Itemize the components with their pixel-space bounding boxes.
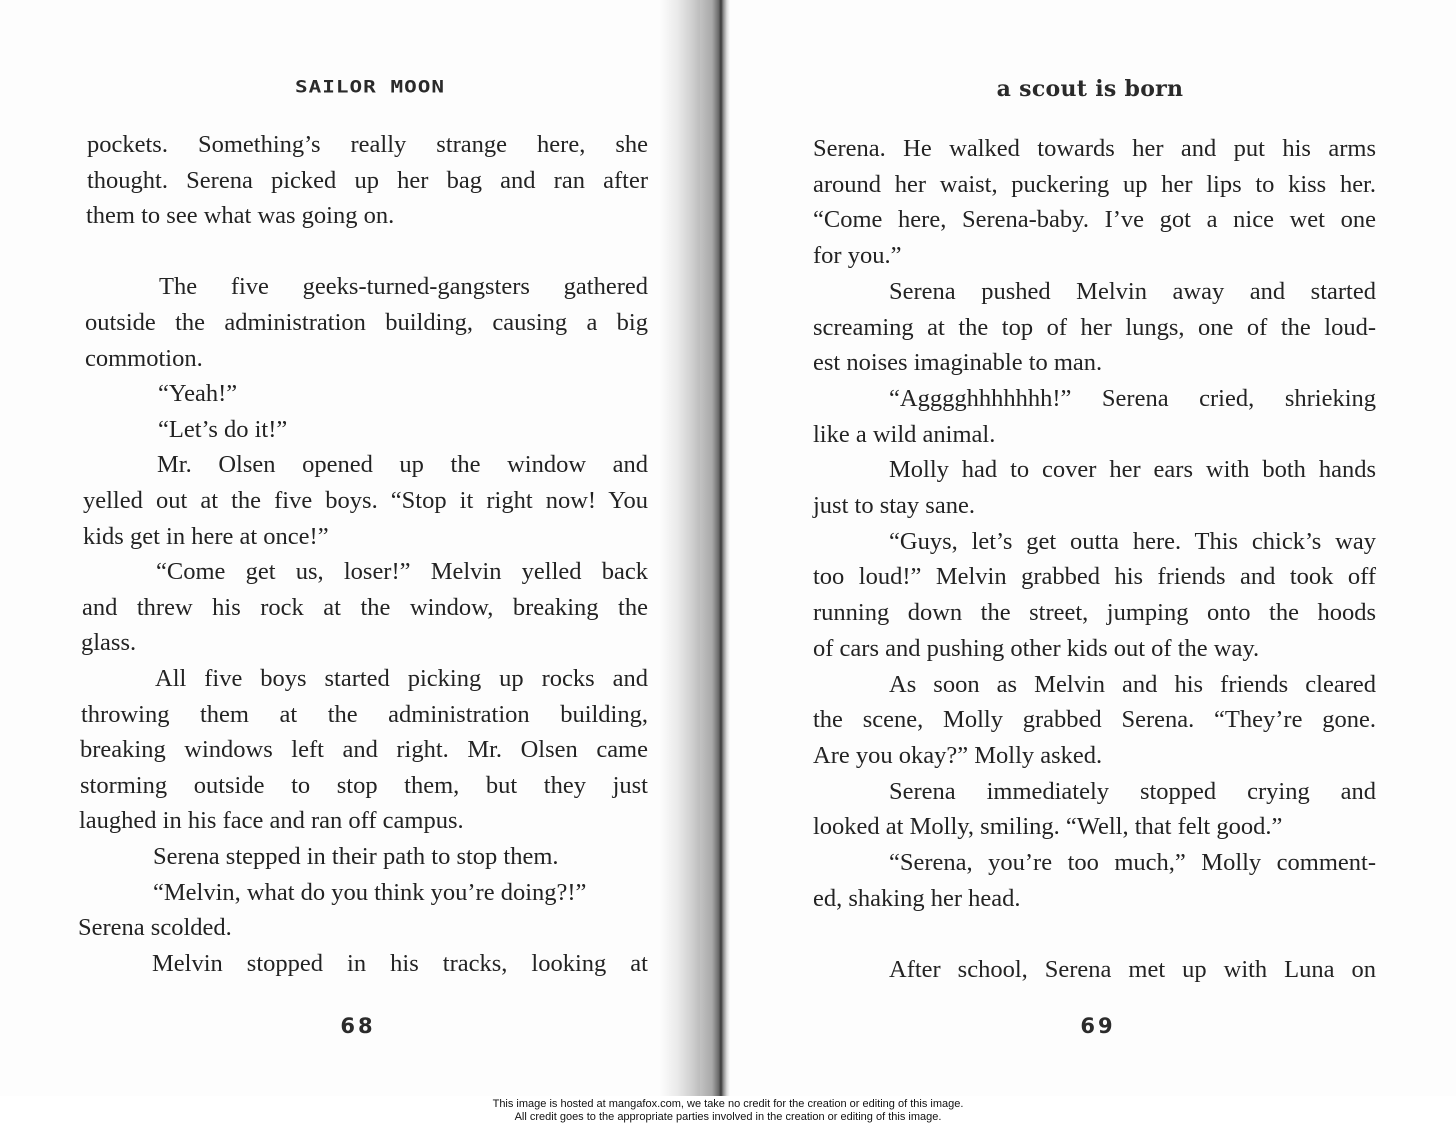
text-line: around her waist, puckering up her lips to kiss her. xyxy=(813,170,1376,198)
text-line: Serena immediately stopped crying and xyxy=(889,777,1376,805)
text-line: “Yeah!” xyxy=(158,380,238,408)
text-line: “Melvin, what do you think you’re doing?!” xyxy=(153,878,587,906)
text-line: est noises imaginable to man. xyxy=(813,349,1103,377)
text-line: yelled out at the five boys. “Stop it right now! You xyxy=(83,487,648,514)
text-line: Serena pushed Melvin away and started xyxy=(889,277,1376,305)
text-line: “Come get us, loser!” Melvin yelled back xyxy=(156,558,648,586)
text-line: them to see what was going on. xyxy=(86,202,395,230)
text-line: ed, shaking her head. xyxy=(813,884,1021,912)
text-line: screaming at the top of her lungs, one of the loud- xyxy=(813,313,1376,341)
text-line: Molly had to cover her ears with both hands xyxy=(889,456,1376,484)
text-line: commotion. xyxy=(85,344,203,372)
running-head-right: a scout is born xyxy=(996,76,1184,102)
text-line: “Come here, Serena-baby. I’ve got a nice wet one xyxy=(813,206,1376,234)
text-line: and threw his rock at the window, breaking the xyxy=(82,593,648,621)
text-line: glass. xyxy=(81,629,137,657)
text-line: Serena scolded. xyxy=(78,914,232,942)
text-line: Mr. Olsen opened up the window and xyxy=(157,451,648,479)
text-line: Are you okay?” Molly asked. xyxy=(813,741,1103,769)
page-number-right: 69 xyxy=(1080,1014,1116,1038)
text-line: for you.” xyxy=(813,242,902,270)
text-line: Serena. He walked towards her and put his arms xyxy=(813,135,1376,162)
text-line: “Serena, you’re too much,” Molly comment- xyxy=(889,849,1376,876)
text-line: throwing them at the administration building, xyxy=(81,700,648,728)
text-line: too loud!” Melvin grabbed his friends and took off xyxy=(813,563,1376,591)
text-line: The five geeks-turned-gangsters gathered xyxy=(159,273,648,301)
text-line: Serena stepped in their path to stop them. xyxy=(153,843,559,870)
text-line: All five boys started picking up rocks and xyxy=(155,665,648,692)
text-line: “Let’s do it!” xyxy=(158,415,288,443)
text-line: just to stay sane. xyxy=(813,492,975,519)
text-line: running down the street, jumping onto the hoods xyxy=(813,599,1376,627)
hosting-notice-line-2: All credit goes to the appropriate parties involved in the creation or editing of this image. xyxy=(514,1111,942,1123)
text-line: pockets. Something’s really strange here, she xyxy=(87,131,648,158)
hosting-notice xyxy=(0,1098,1456,1131)
text-line: like a wild animal. xyxy=(813,420,996,448)
text-line: laughed in his face and ran off campus. xyxy=(79,807,464,835)
page-number-left: 68 xyxy=(340,1014,376,1038)
text-line: looked at Molly, smiling. “Well, that felt good.” xyxy=(813,813,1283,841)
spine-shadow-left xyxy=(660,0,700,1096)
text-line: kids get in here at once!” xyxy=(83,522,329,550)
text-line: “Agggghhhhhhh!” Serena cried, shrieking xyxy=(889,384,1376,412)
text-line: As soon as Melvin and his friends cleared xyxy=(889,670,1376,698)
right-page xyxy=(700,0,1456,1096)
text-line: storming outside to stop them, but they just xyxy=(80,771,648,799)
text-line: the scene, Molly grabbed Serena. “They’re gone. xyxy=(813,706,1376,734)
text-line: breaking windows left and right. Mr. Olsen came xyxy=(80,736,648,764)
left-page xyxy=(0,0,700,1096)
text-line: thought. Serena picked up her bag and ran after xyxy=(87,166,648,194)
hosting-notice-line-1: This image is hosted at mangafox.com, we take no credit for the creation or editing of this image. xyxy=(492,1098,964,1110)
running-head-left: SAILOR MOON xyxy=(294,77,446,97)
text-line: Melvin stopped in his tracks, looking at xyxy=(152,949,648,977)
text-line: outside the administration building, causing a big xyxy=(85,309,648,336)
spine-shadow-right xyxy=(700,0,730,1096)
text-line: “Guys, let’s get outta here. This chick’s way xyxy=(889,527,1376,555)
text-line: of cars and pushing other kids out of the way. xyxy=(813,634,1260,662)
text-line: After school, Serena met up with Luna on xyxy=(889,956,1376,984)
